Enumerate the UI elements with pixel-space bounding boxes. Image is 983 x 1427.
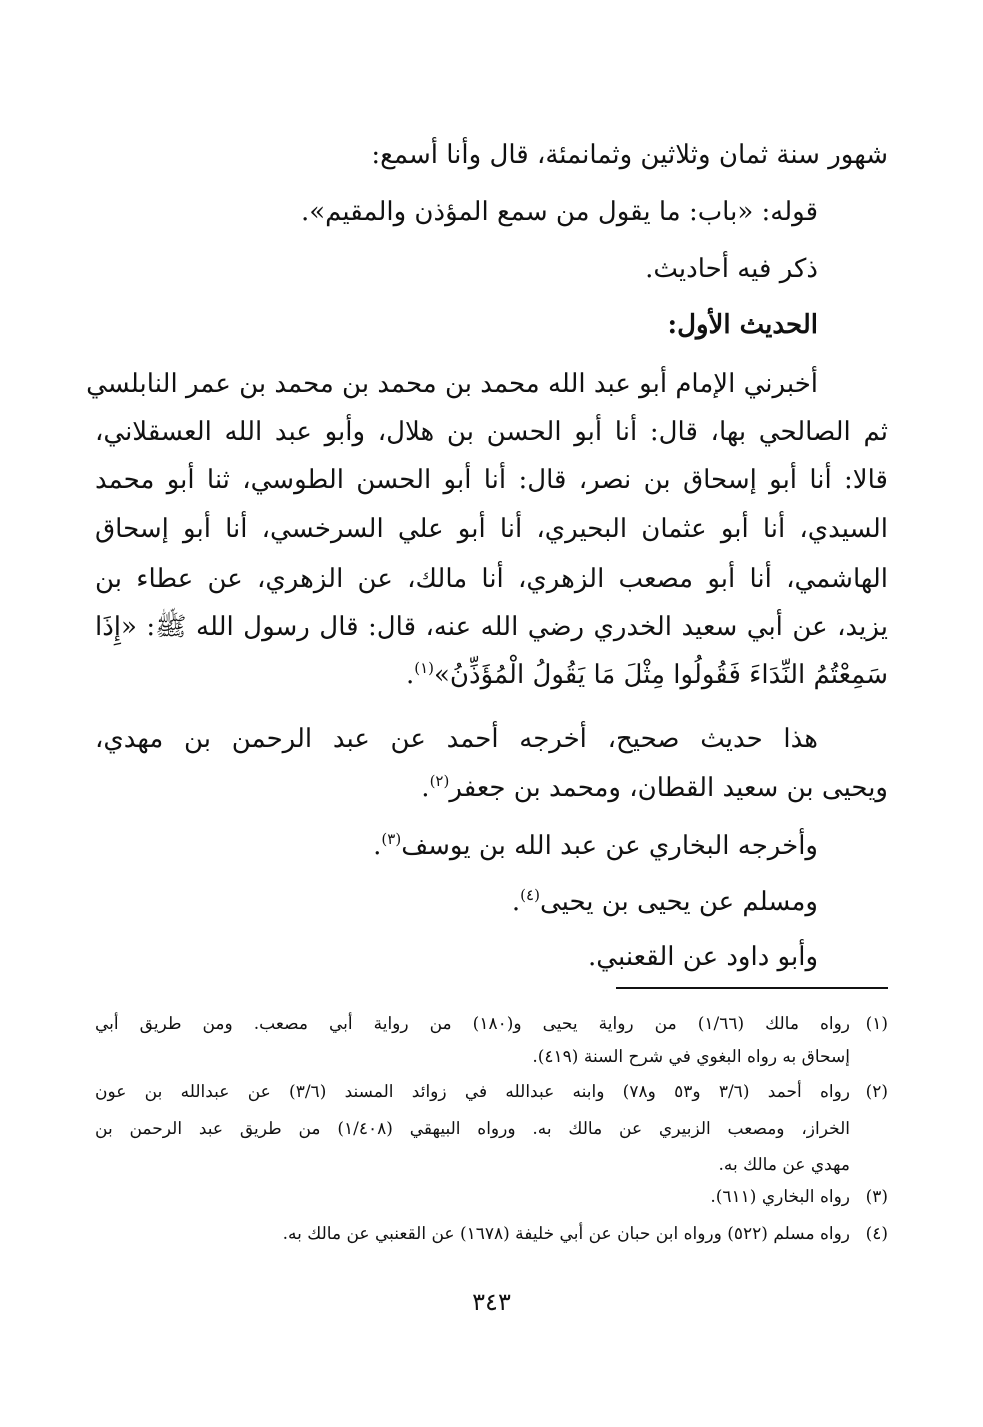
line-end: . bbox=[511, 887, 521, 917]
footnote bbox=[95, 1012, 888, 1036]
footnote bbox=[95, 1080, 888, 1104]
text-line bbox=[0, 609, 983, 645]
footnote-continuation bbox=[95, 1045, 888, 1069]
page-number: ٣٤٣ bbox=[472, 1288, 511, 1316]
footnote-continuation bbox=[95, 1117, 888, 1141]
text-line bbox=[0, 561, 983, 597]
line-text: الهاشمي، أنا أبو مصعب الزهري، أنا مالك، عن الزهري، عن عطاء بن bbox=[95, 564, 888, 594]
text-line bbox=[0, 194, 983, 230]
section-heading bbox=[0, 307, 983, 343]
line-text: قالا: أنا أبو إسحاق بن نصر، قال: أنا أبو الحسن الطوسي، ثنا أبو محمد bbox=[95, 465, 888, 495]
hadith-text: سَمِعْتُمُ النِّدَاءَ فَقُولُوا مِثْلَ مَا يَقُولُ الْمُؤَذِّنُ» bbox=[434, 660, 888, 690]
line-text: ثم الصالحي بها، قال: أنا أبو الحسن بن هلال، وأبو عبد الله العسقلاني، bbox=[95, 417, 888, 447]
line-text: أخبرني الإمام أبو عبد الله محمد بن محمد بن محمد بن عمر النابلسي bbox=[86, 369, 818, 399]
footnote-text: إسحاق به رواه البغوي في شرح السنة (٤١٩). bbox=[532, 1047, 850, 1067]
line-text: يزيد، عن أبي سعيد الخدري رضي الله عنه، قال: قال رسول الله ﷺ: «إِذَا bbox=[95, 612, 888, 642]
line-text: وأخرجه البخاري عن عبد الله بن يوسف bbox=[401, 831, 818, 861]
text-line bbox=[0, 511, 983, 547]
footnote-text: رواه أحمد (٣/٦ و٥٣ و٧٨) وابنه عبدالله في زوائد المسند (٣/٦) عن عبدالله بن عون bbox=[95, 1082, 850, 1102]
text-line bbox=[0, 414, 983, 450]
footnote-text: رواه مسلم (٥٢٢) ورواه ابن حبان عن أبي خليفة (١٦٧٨) عن القعنبي عن مالك به. bbox=[282, 1224, 850, 1244]
text-line bbox=[0, 884, 983, 920]
footnote-ref: (٢) bbox=[429, 772, 450, 790]
line-end: . bbox=[421, 773, 430, 803]
footnote bbox=[95, 1222, 888, 1246]
footnote-number: (٤) bbox=[865, 1224, 888, 1244]
footnote-number: (١) bbox=[865, 1014, 888, 1034]
line-text: ويحيى بن سعيد القطان، ومحمد بن جعفر bbox=[449, 773, 888, 803]
line-end: . bbox=[405, 660, 415, 690]
line-text: وأبو داود عن القعنبي. bbox=[588, 942, 818, 972]
footnote-ref: (١) bbox=[414, 659, 435, 677]
footnote bbox=[95, 1185, 888, 1209]
footnote-text: مهدي عن مالك به. bbox=[718, 1155, 850, 1175]
text-line bbox=[0, 657, 983, 693]
footnote-continuation bbox=[95, 1153, 888, 1177]
text-line bbox=[0, 251, 983, 287]
footnote-ref: (٤) bbox=[520, 886, 540, 904]
text-line bbox=[0, 462, 983, 498]
text-line bbox=[0, 770, 983, 806]
line-text: ذكر فيه أحاديث. bbox=[645, 254, 818, 284]
line-text: شهور سنة ثمان وثلاثين وثمانمئة، قال وأنا أسمع: bbox=[371, 140, 888, 170]
line-text: هذا حديث صحيح، أخرجه أحمد عن عبد الرحمن بن مهدي، bbox=[95, 724, 818, 754]
line-end: . bbox=[373, 831, 382, 861]
heading-text: الحديث الأول: bbox=[667, 310, 818, 340]
footnote-text: الخراز، ومصعب الزبيري عن مالك به. ورواه البيهقي (١/٤٠٨) من طريق عبد الرحمن بن bbox=[95, 1119, 850, 1139]
text-line bbox=[0, 828, 983, 864]
line-text: السيدي، أنا أبو عثمان البحيري، أنا أبو علي السرخسي، أنا أبو إسحاق bbox=[95, 514, 888, 544]
footnote-number: (٢) bbox=[865, 1082, 888, 1102]
footnote-text: رواه مالك (١/٦٦) من رواية يحيى و(١٨٠) من رواية أبي مصعب. ومن طريق أبي bbox=[95, 1014, 851, 1034]
footnote-text: رواه البخاري (٦١١). bbox=[710, 1187, 850, 1207]
line-text: ومسلم عن يحيى بن يحيى bbox=[539, 887, 818, 917]
text-line bbox=[0, 721, 983, 757]
text-line bbox=[0, 939, 983, 975]
footnote-separator bbox=[616, 987, 888, 989]
footnote-ref: (٣) bbox=[381, 830, 402, 848]
line-text: قوله: «باب: ما يقول من سمع المؤذن والمقيم». bbox=[300, 197, 818, 227]
footnote-number: (٣) bbox=[865, 1187, 888, 1207]
text-line bbox=[0, 366, 983, 402]
text-line bbox=[0, 137, 983, 173]
